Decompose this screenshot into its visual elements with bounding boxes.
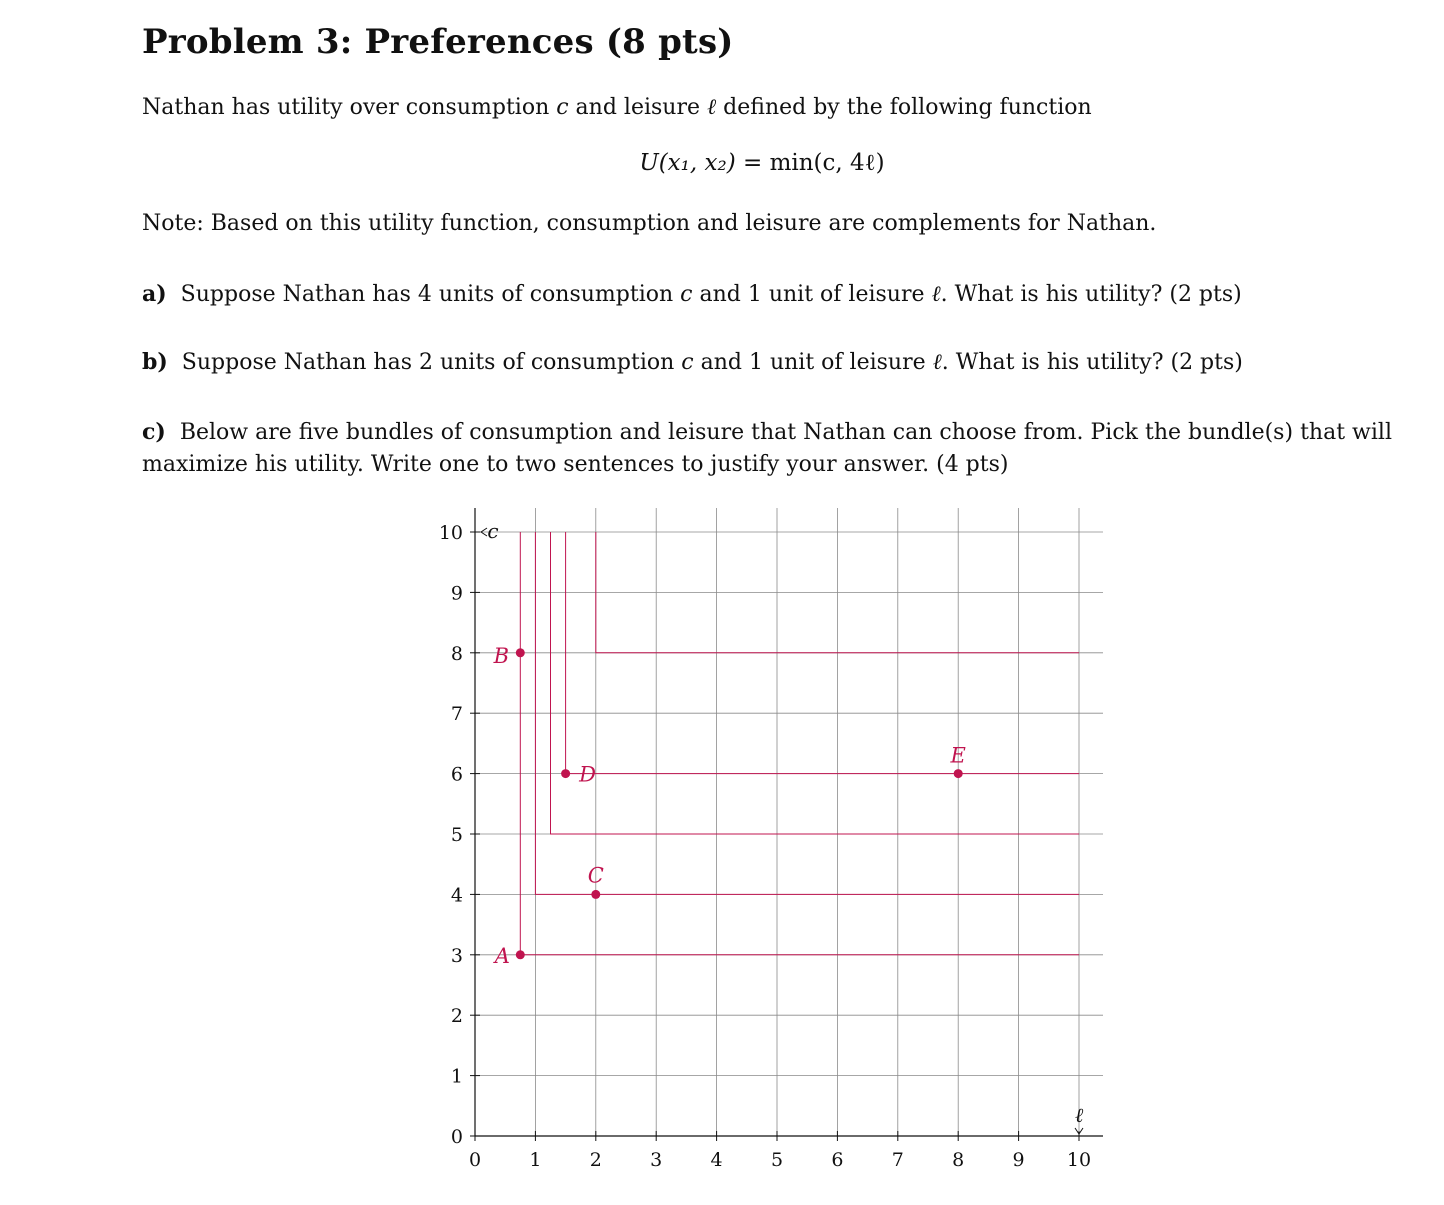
y-tick-label: 9: [450, 582, 463, 605]
part-c-text: Below are five bundles of consumption and leisure that Nathan can choose from. Pick the bundle(s) that will maximize his utility. Write one to two sentences to justify your answer. (4 pts): [142, 420, 1392, 477]
x-tick-label: 7: [891, 1149, 904, 1171]
x-tick-label: 3: [650, 1149, 663, 1171]
x-tick-label: 4: [710, 1149, 723, 1171]
bundle-point-a: [516, 950, 525, 959]
var-c: c: [681, 350, 694, 375]
equation-equals: =: [735, 150, 770, 176]
intro-part: defined by the following function: [716, 95, 1092, 120]
y-tick-label: 6: [450, 763, 463, 786]
problem-title: Problem 3: Preferences (8 pts): [142, 22, 734, 62]
equation-lhs: U(x₁, x₂): [639, 150, 736, 176]
bundle-label-d: D: [579, 762, 597, 787]
x-tick-label: 0: [468, 1149, 482, 1171]
equation-rhs: min(c, 4ℓ): [769, 150, 885, 176]
y-tick-label: 4: [450, 884, 463, 907]
y-tick-label: 2: [450, 1005, 463, 1028]
part-a-text: . What is his utility? (2 pts): [940, 282, 1242, 307]
bundle-point-e: [954, 769, 963, 778]
var-c: c: [556, 95, 569, 120]
bundle-point-c: [591, 890, 600, 899]
x-tick-label: 1: [529, 1149, 542, 1171]
y-tick-label: 8: [450, 642, 463, 665]
part-a-label: a): [142, 281, 167, 307]
indifference-curve-line: [520, 532, 1079, 955]
x-axis-label: ℓ: [1074, 1103, 1084, 1127]
x-tick-label: 8: [952, 1149, 965, 1171]
bundle-label-a: A: [494, 943, 510, 968]
indifference-curve-line: [551, 532, 1080, 834]
x-tick-label: 2: [589, 1149, 602, 1171]
part-b-text: . What is his utility? (2 pts): [941, 350, 1243, 375]
var-l: ℓ: [932, 350, 942, 375]
var-l: ℓ: [707, 95, 717, 120]
x-tick-label: 5: [770, 1149, 784, 1171]
part-b-label: b): [142, 349, 168, 375]
y-tick-label: 3: [450, 944, 463, 967]
part-b-text: Suppose Nathan has 2 units of consumption: [181, 350, 682, 375]
note-text: Note: Based on this utility function, consumption and leisure are complements for Nathan.: [142, 211, 1157, 236]
bundle-point-b: [516, 648, 525, 657]
part-c-label: c): [142, 419, 166, 445]
y-tick-label: 10: [438, 522, 463, 544]
var-c: c: [680, 282, 693, 307]
y-tick-label: 7: [450, 703, 463, 726]
y-tick-label: 0: [450, 1126, 463, 1148]
bundle-label-e: E: [950, 743, 966, 768]
part-b-text: and 1 unit of leisure: [693, 350, 933, 375]
var-l: ℓ: [931, 282, 941, 307]
bundle-label-c: C: [587, 863, 604, 888]
part-a-text: and 1 unit of leisure: [692, 282, 932, 307]
bundle-label-b: B: [493, 643, 510, 668]
x-tick-label: 6: [831, 1149, 844, 1171]
y-axis-label: c: [487, 519, 499, 543]
x-tick-label: 9: [1012, 1149, 1025, 1171]
intro-part: and leisure: [568, 95, 707, 120]
y-tick-label: 1: [450, 1065, 463, 1088]
intro-part: Nathan has utility over consumption: [142, 95, 557, 120]
bundle-point-d: [561, 769, 570, 778]
x-tick-label: 10: [1066, 1149, 1092, 1171]
part-a-text: Suppose Nathan has 4 units of consumption: [180, 282, 681, 307]
y-tick-label: 5: [450, 824, 463, 846]
